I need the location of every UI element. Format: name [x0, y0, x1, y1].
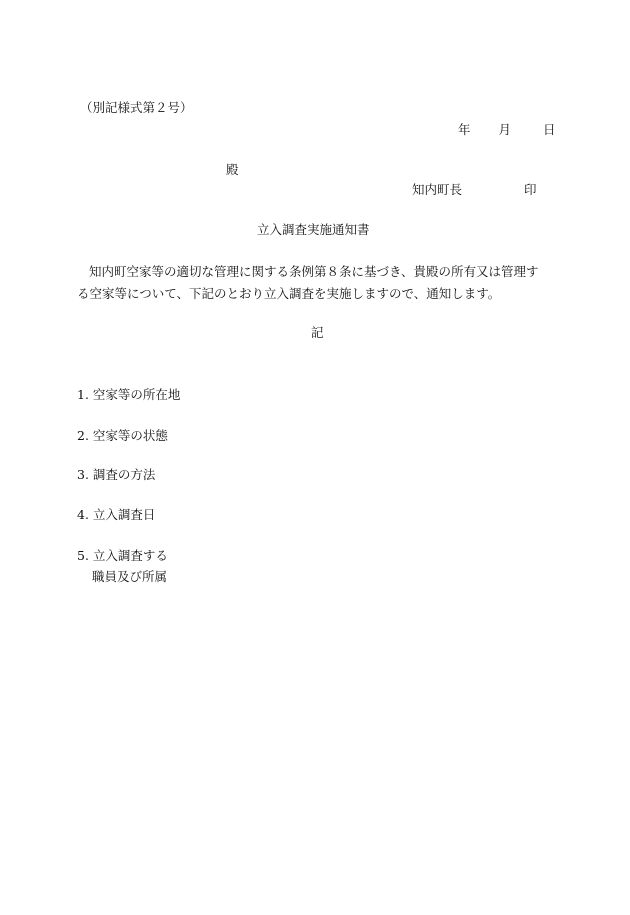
- seal-mark: 印: [524, 182, 537, 197]
- list-item-condition: 2. 空家等の状態: [77, 428, 168, 443]
- document-title: 立入調査実施通知書: [257, 222, 370, 237]
- date-line: [458, 122, 556, 138]
- issuer-name: 知内町長: [412, 182, 463, 197]
- date-year: 年: [458, 122, 471, 137]
- list-item-inspectors: 5. 立入調査する: [77, 548, 168, 563]
- form-label: （別記様式第２号）: [80, 100, 193, 115]
- list-item-method: 3. 調査の方法: [77, 467, 156, 482]
- ki-heading: 記: [311, 325, 324, 340]
- list-item-inspectors-continuation: 職員及び所属: [92, 569, 168, 584]
- list-item-location: 1. 空家等の所在地: [77, 387, 181, 402]
- issuer-line: [412, 182, 537, 198]
- date-month: 月: [498, 122, 512, 137]
- addressee-suffix: 殿: [226, 162, 239, 177]
- list-item-inspection-date: 4. 立入調査日: [77, 507, 156, 522]
- date-day: 日: [543, 122, 556, 137]
- body-paragraph: 知内町空家等の適切な管理に関する条例第８条に基づき、貴殿の所有又は管理する空家等について、下記のとおり立入調査を実施しますので、通知します。: [77, 264, 539, 301]
